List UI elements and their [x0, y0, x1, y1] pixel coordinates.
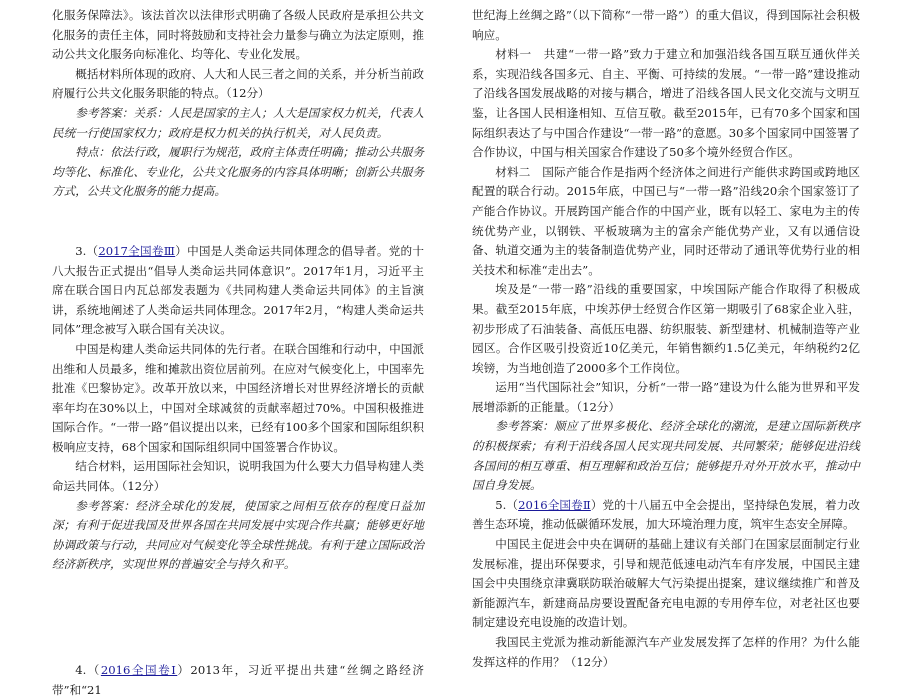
right-paragraph-1: 世纪海上丝绸之路”（以下简称“一带一路”）的重大倡议，得到国际社会积极响应。 — [472, 8, 860, 42]
material-2: 材料二 国际产能合作是指两个经济体之间进行产能供求跨国或跨地区配置的联合行动。2015年底，中国已与“一带一路”沿线20余个国家签订了产能合作协议。开展跨国产能合作的中国产业，既有以轻工、家电为主的传统优势产业，以钢铁、平板玻璃为主的富余产能优势产业，又有以通信设备、轨道交通为主的装备制造优势产业，同时还带动了通讯等优势行业的相关技术和标准“走出去”。 — [472, 164, 860, 277]
source-tag-q4: 2016全国卷Ⅰ — [100, 663, 178, 678]
source-tag-q3: 2017全国卷Ⅲ — [98, 243, 176, 258]
right-column — [472, 6, 860, 672]
question-5: 5.（2016全国卷Ⅱ）党的十八届五中全会提出，坚持绿色发展，着力改善生态环境，推动低碳循环发展，加大环境治理力度，筑牢生态安全屏障。 — [472, 497, 860, 532]
q5-material: 中国民主促进会中央在调研的基础上建议有关部门在国家层面制定行业发展标准，提出环保要求，引导和规范低速电动汽车有序发展，中国民主建国会中央围绕京津冀联防联治破解大气污染提出提案，建议继续推广和普及新能源汽车，新建商品房要设置配备充电电源的专用停车位，对老社区也要制定建设充电设施的改造计划。 — [472, 537, 860, 630]
spacer — [52, 575, 424, 661]
spacer — [52, 202, 424, 242]
left-question-prompt: 概括材料所体现的政府、人大和人民三者之间的关系，并分析当前政府履行公共文化服务职能的特点。（12分） — [52, 66, 424, 101]
left-paragraph-1: 化服务保障法》。该法首次以法律形式明确了各级人民政府是承担公共文化服务的责任主体，同时将鼓励和支持社会力量参与确立为法定原则，推动公共文化服务向标准化、均等化、专业化发展。 — [52, 8, 424, 62]
left-answer-relation: 参考答案：关系：人民是国家的主人；人大是国家权力机关，代表人民统一行使国家权力；政府是权力机关的执行机关，对人民负责。 — [52, 105, 424, 140]
q3-material: 中国是构建人类命运共同体的先行者。在联合国维和行动中，中国派出维和人员最多，维和摊款出资位居前列。在应对气候变化上，中国率先批准《巴黎协定》。改革开放以来，中国经济增长对世界经济增长的贡献率年均在30%以上，中国对全球减贫的贡献率超过70%。中国积极推进国际合作。“一带一路”倡议提出以来，已经有100多个国家和国际组织积极响应支持，68个国家和国际组织同中国签署合作协议。 — [52, 341, 424, 454]
q3-prompt: 结合材料，运用国际社会知识，说明我国为什么要大力倡导构建人类命运共同体。（12分） — [52, 459, 424, 494]
question-4: 4.（2016全国卷Ⅰ）2013年，习近平提出共建“丝绸之路经济带”和“21 — [52, 663, 425, 697]
source-tag-q5: 2016全国卷Ⅱ — [518, 497, 591, 512]
egypt-paragraph: 埃及是“一带一路”沿线的重要国家，中埃国际产能合作取得了积极成果。截至2015年底，中埃苏伊士经贸合作区第一期吸引了68家企业入驻，初步形成了石油装备、高低压电器、纺织服装、新型建材、机械制造等产业园区。合作区吸引投资近10亿美元，年销售额约1.5亿美元，年纳税约2亿埃镑，为当地创造了2000多个工作岗位。 — [472, 282, 860, 375]
question-3: 3.（2017全国卷Ⅲ）中国是人类命运共同体理念的倡导者。党的十八大报告正式提出“倡导人类命运共同体意识”。2017年1月，习近平主席在联合国日内瓦总部发表题为《共同构建人类命运共同体》的主旨演讲，系统地阐述了人类命运共同体理念。2017年2月，“构建人类命运共同体”理念被写入联合国有关决议。 — [52, 243, 425, 337]
material-1: 材料一 共建“一带一路”致力于建立和加强沿线各国互联互通伙伴关系，实现沿线各国多元、自主、平衡、可持续的发展。“一带一路”建设推动了沿线各国发展战略的对接与耦合，增进了沿线各国人民文化交流与文明互鉴，让各国人民相逢相知、互信互敬。截至2015年，已有70多个国家和国际组织表达了与中国合作建设“一带一路”的意愿。30多个国家同中国签署了合作协议，中国与相关国家合作建设了50多个境外经贸合作区。 — [472, 47, 860, 160]
left-column — [52, 6, 424, 700]
left-answer-features: 特点：依法行政，履职行为规范，政府主体责任明确；推动公共服务均等化、标准化、专业化，公共文化服务的内容具体明晰；创新公共服务方式，公共文化服务的能力提高。 — [52, 145, 424, 199]
q5-prompt: 我国民主党派为推动新能源汽车产业发展发挥了怎样的作用？为什么能发挥这样的作用？（12分） — [472, 635, 860, 669]
q4-answer: 参考答案：顺应了世界多极化、经济全球化的潮流，是建立国际新秩序的积极探索；有利于沿线各国人民实现共同发展、共同繁荣；能够促进沿线各国间的相互尊重、相互理解和政治互信；能够提升对外开放水平，推动中国自身发展。 — [472, 419, 860, 493]
q3-answer: 参考答案：经济全球化的发展，使国家之间相互依存的程度日益加深；有利于促进我国及世界各国在共同发展中实现合作共赢；能够更好地协调政策与行动，共同应对气候变化等全球性挑战。有利于建立国际政治经济新秩序，实现世界的普遍安全与持久和平。 — [52, 498, 424, 572]
q4-prompt: 运用“当代国际社会”知识，分析“一带一路”建设为什么能为世界和平发展增添新的正能量。（12分） — [472, 380, 860, 414]
